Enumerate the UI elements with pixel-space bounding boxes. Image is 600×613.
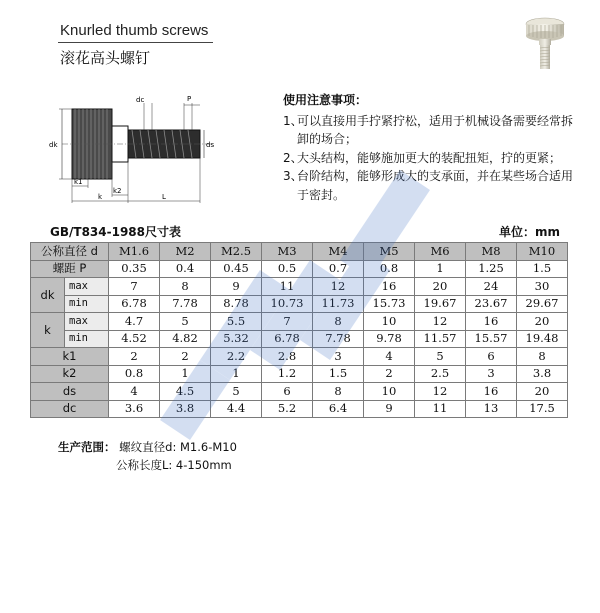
table-cell: 10 xyxy=(364,313,415,331)
table-row xyxy=(31,383,568,401)
table-cell: 30 xyxy=(517,278,568,296)
table-cell: 29.67 xyxy=(517,295,568,313)
title-en: Knurled thumb screws xyxy=(60,22,209,39)
table-row xyxy=(31,348,568,366)
production-range xyxy=(58,438,237,474)
table-cell: 4 xyxy=(109,383,160,401)
label-dk: dk xyxy=(49,141,58,149)
table-cell: 5 xyxy=(211,383,262,401)
table-cell: 2.2 xyxy=(211,348,262,366)
table-cell: 6 xyxy=(466,348,517,366)
table-cell: 16 xyxy=(466,313,517,331)
table-cell: 11.73 xyxy=(313,295,364,313)
table-cell: 1 xyxy=(160,365,211,383)
table-row xyxy=(31,313,568,331)
note-number: 1、 xyxy=(283,113,303,128)
table-cell: 0.5 xyxy=(262,260,313,278)
table-cell: 7.78 xyxy=(313,330,364,348)
usage-notes xyxy=(283,91,583,204)
row-label: 螺距 P xyxy=(31,260,109,278)
table-cell: 2 xyxy=(160,348,211,366)
table-cell: 0.35 xyxy=(109,260,160,278)
table-cell: 10.73 xyxy=(262,295,313,313)
label-P: P xyxy=(187,95,192,103)
note-text: 台阶结构，能够形成大的支承面，并在某些场合适用于密封。 xyxy=(297,169,574,202)
title-cn: 滚花高头螺钉 xyxy=(60,49,151,67)
size-cell: M3 xyxy=(262,243,313,261)
size-cell: M10 xyxy=(517,243,568,261)
table-cell: 3 xyxy=(466,365,517,383)
table-cell: 11 xyxy=(415,400,466,418)
production-label: 生产范围： xyxy=(58,440,116,454)
note-item xyxy=(283,167,583,204)
table-cell: 10 xyxy=(364,383,415,401)
row-label: k xyxy=(31,313,65,348)
table-row xyxy=(31,330,568,348)
row-label: dk xyxy=(31,278,65,313)
table-cell: 9 xyxy=(364,400,415,418)
table-cell: 17.5 xyxy=(517,400,568,418)
label-ds: ds xyxy=(206,141,215,149)
table-cell: 12 xyxy=(313,278,364,296)
table-cell: 2 xyxy=(364,365,415,383)
table-cell: 9.78 xyxy=(364,330,415,348)
table-cell: 4 xyxy=(364,348,415,366)
table-cell: 24 xyxy=(466,278,517,296)
label-dc: dc xyxy=(136,96,145,104)
table-cell: 0.8 xyxy=(109,365,160,383)
table-cell: 4.5 xyxy=(160,383,211,401)
table-cell: 6.78 xyxy=(109,295,160,313)
table-cell: 13 xyxy=(466,400,517,418)
production-length: 公称长度L: 4-150mm xyxy=(116,458,232,472)
table-cell: 6.4 xyxy=(313,400,364,418)
table-cell: 0.4 xyxy=(160,260,211,278)
row-label: ds xyxy=(31,383,109,401)
table-cell: 0.45 xyxy=(211,260,262,278)
sub-label: min xyxy=(65,330,109,348)
product-photo xyxy=(515,14,575,72)
table-cell: 19.67 xyxy=(415,295,466,313)
table-row xyxy=(31,278,568,296)
table-cell: 23.67 xyxy=(466,295,517,313)
table-cell: 1 xyxy=(415,260,466,278)
table-cell: 15.57 xyxy=(466,330,517,348)
table-cell: 16 xyxy=(364,278,415,296)
standard-label: GB/T834-1988尺寸表 xyxy=(50,225,181,239)
row-label: k2 xyxy=(31,365,109,383)
sub-label: max xyxy=(65,278,109,296)
table-cell: 5 xyxy=(415,348,466,366)
size-cell: M5 xyxy=(364,243,415,261)
size-header: 公称直径 d xyxy=(31,243,109,261)
table-cell: 6.78 xyxy=(262,330,313,348)
table-cell: 1.5 xyxy=(517,260,568,278)
table-cell: 8.78 xyxy=(211,295,262,313)
table-cell: 8 xyxy=(160,278,211,296)
table-cell: 1.5 xyxy=(313,365,364,383)
technical-drawing xyxy=(44,93,254,205)
label-k2: k2 xyxy=(113,187,122,195)
table-cell: 3.8 xyxy=(160,400,211,418)
row-label: k1 xyxy=(31,348,109,366)
notes-title: 使用注意事项： xyxy=(283,93,368,107)
table-row xyxy=(31,243,568,261)
note-text: 大头结构，能够施加更大的装配扭矩，拧的更紧； xyxy=(297,150,562,165)
table-cell: 5.2 xyxy=(262,400,313,418)
table-cell: 5.5 xyxy=(211,313,262,331)
sub-label: min xyxy=(65,295,109,313)
table-cell: 12 xyxy=(415,313,466,331)
note-text: 可以直接用手拧紧拧松，适用于机械设备需要经常拆卸的场合； xyxy=(297,113,574,146)
table-cell: 5.32 xyxy=(211,330,262,348)
size-cell: M2.5 xyxy=(211,243,262,261)
table-cell: 9 xyxy=(211,278,262,296)
size-cell: M1.6 xyxy=(109,243,160,261)
label-k1: k1 xyxy=(74,178,83,186)
note-item xyxy=(283,112,583,149)
table-cell: 16 xyxy=(466,383,517,401)
table-cell: 2 xyxy=(109,348,160,366)
note-item xyxy=(283,149,583,168)
table-cell: 5 xyxy=(160,313,211,331)
table-cell: 1 xyxy=(211,365,262,383)
table-cell: 7 xyxy=(109,278,160,296)
size-cell: M8 xyxy=(466,243,517,261)
size-cell: M2 xyxy=(160,243,211,261)
note-number: 3、 xyxy=(283,169,303,183)
table-cell: 1.2 xyxy=(262,365,313,383)
size-cell: M4 xyxy=(313,243,364,261)
table-cell: 4.7 xyxy=(109,313,160,331)
table-cell: 2.8 xyxy=(262,348,313,366)
table-cell: 2.5 xyxy=(415,365,466,383)
sub-label: max xyxy=(65,313,109,331)
label-L: L xyxy=(162,193,166,201)
table-cell: 0.7 xyxy=(313,260,364,278)
table-cell: 8 xyxy=(313,383,364,401)
label-k: k xyxy=(98,193,103,201)
unit-label: 单位：mm xyxy=(498,225,560,239)
table-row xyxy=(31,295,568,313)
table-row xyxy=(31,400,568,418)
table-cell: 12 xyxy=(415,383,466,401)
table-cell: 8 xyxy=(517,348,568,366)
title-divider xyxy=(58,42,213,43)
table-cell: 19.48 xyxy=(517,330,568,348)
table-cell: 15.73 xyxy=(364,295,415,313)
table-cell: 7.78 xyxy=(160,295,211,313)
table-cell: 20 xyxy=(415,278,466,296)
table-cell: 0.8 xyxy=(364,260,415,278)
row-label: dc xyxy=(31,400,109,418)
table-cell: 20 xyxy=(517,313,568,331)
table-row xyxy=(31,260,568,278)
table-cell: 11.57 xyxy=(415,330,466,348)
table-cell: 4.82 xyxy=(160,330,211,348)
table-cell: 4.52 xyxy=(109,330,160,348)
table-cell: 3.8 xyxy=(517,365,568,383)
spec-table xyxy=(30,242,568,418)
table-row xyxy=(31,365,568,383)
table-cell: 20 xyxy=(517,383,568,401)
table-cell: 6 xyxy=(262,383,313,401)
production-diameter: 螺纹直径d: M1.6-M10 xyxy=(119,440,237,454)
table-cell: 3.6 xyxy=(109,400,160,418)
table-cell: 3 xyxy=(313,348,364,366)
note-number: 2、 xyxy=(283,150,303,165)
size-cell: M6 xyxy=(415,243,466,261)
table-cell: 1.25 xyxy=(466,260,517,278)
table-cell: 8 xyxy=(313,313,364,331)
table-cell: 11 xyxy=(262,278,313,296)
table-cell: 7 xyxy=(262,313,313,331)
table-cell: 4.4 xyxy=(211,400,262,418)
